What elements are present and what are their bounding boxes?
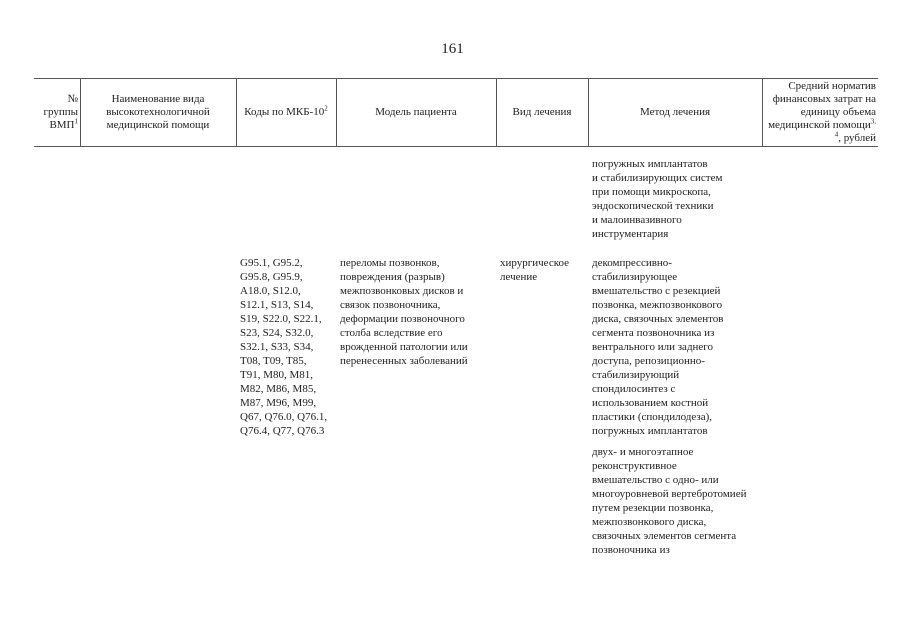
icd-codes-cell: G95.1, G95.2, G95.8, G95.9, A18.0, S12.0, S12.1, S13, S14, S19, S22.0, S22.1, S23, S24, S32.0, S32.1, S33, S34, T08, T09, T85, T91, M80, M81, M82, M86, M85, M87, M96, M99, Q67, Q76.0, Q76.1, Q76.4, Q77, Q76.3 [240,257,328,437]
treatment-method-cell: двух- и многоэтапное реконструктивное вмешательство с одно- или многоуровневой вертебротомией путем резекции позвонка, межпозвонкового диска, связочных элементов сегмента позвоночника из [592,446,747,556]
header-icd-codes: Коды по МКБ-$10^2$ [244,103,328,118]
treatment-type-cell: хирургическое лечение [500,257,570,283]
header-treatment-type: Вид лечения [512,105,572,118]
header-patient-model: Модель пациента [375,105,457,118]
header-care-type-name: Наименование вида высокотехнологичной медицинской помощи [106,92,210,131]
patient-model-cell: переломы позвонков, повреждения (разрыв) межпозвонковых дисков и связок позвоночника, деформации позвоночного столба вследствие его врожденной патологии или перенесенных заболеваний [340,257,468,367]
treatment-method-cell: декомпрессивно- стабилизирующее вмешательство с резекцией позвонка, межпозвонкового диска, связочных элементов сегмента позвоночника из вентрального или заднего доступа, репозиционно- стабилизирующий спондилосинтез с использованием костной пластики (спондилодеза), погружных имплантатов [592,257,724,437]
header-average-cost: Средний норматив финансовых затрат на единицу объема медицинской помощи$^{3, 4}$, рублей [768,79,876,144]
page-number: 161 [441,41,464,57]
table-header-bottom-rule [34,146,878,147]
method-continued-cell: погружных имплантатов и стабилизирующих систем при помощи микроскопа, эндоскопической техники и малоинвазивного инструментария [592,158,723,240]
header-group-number: № группы ВМП$^1$ [43,92,78,131]
header-treatment-method: Метод лечения [639,105,711,118]
